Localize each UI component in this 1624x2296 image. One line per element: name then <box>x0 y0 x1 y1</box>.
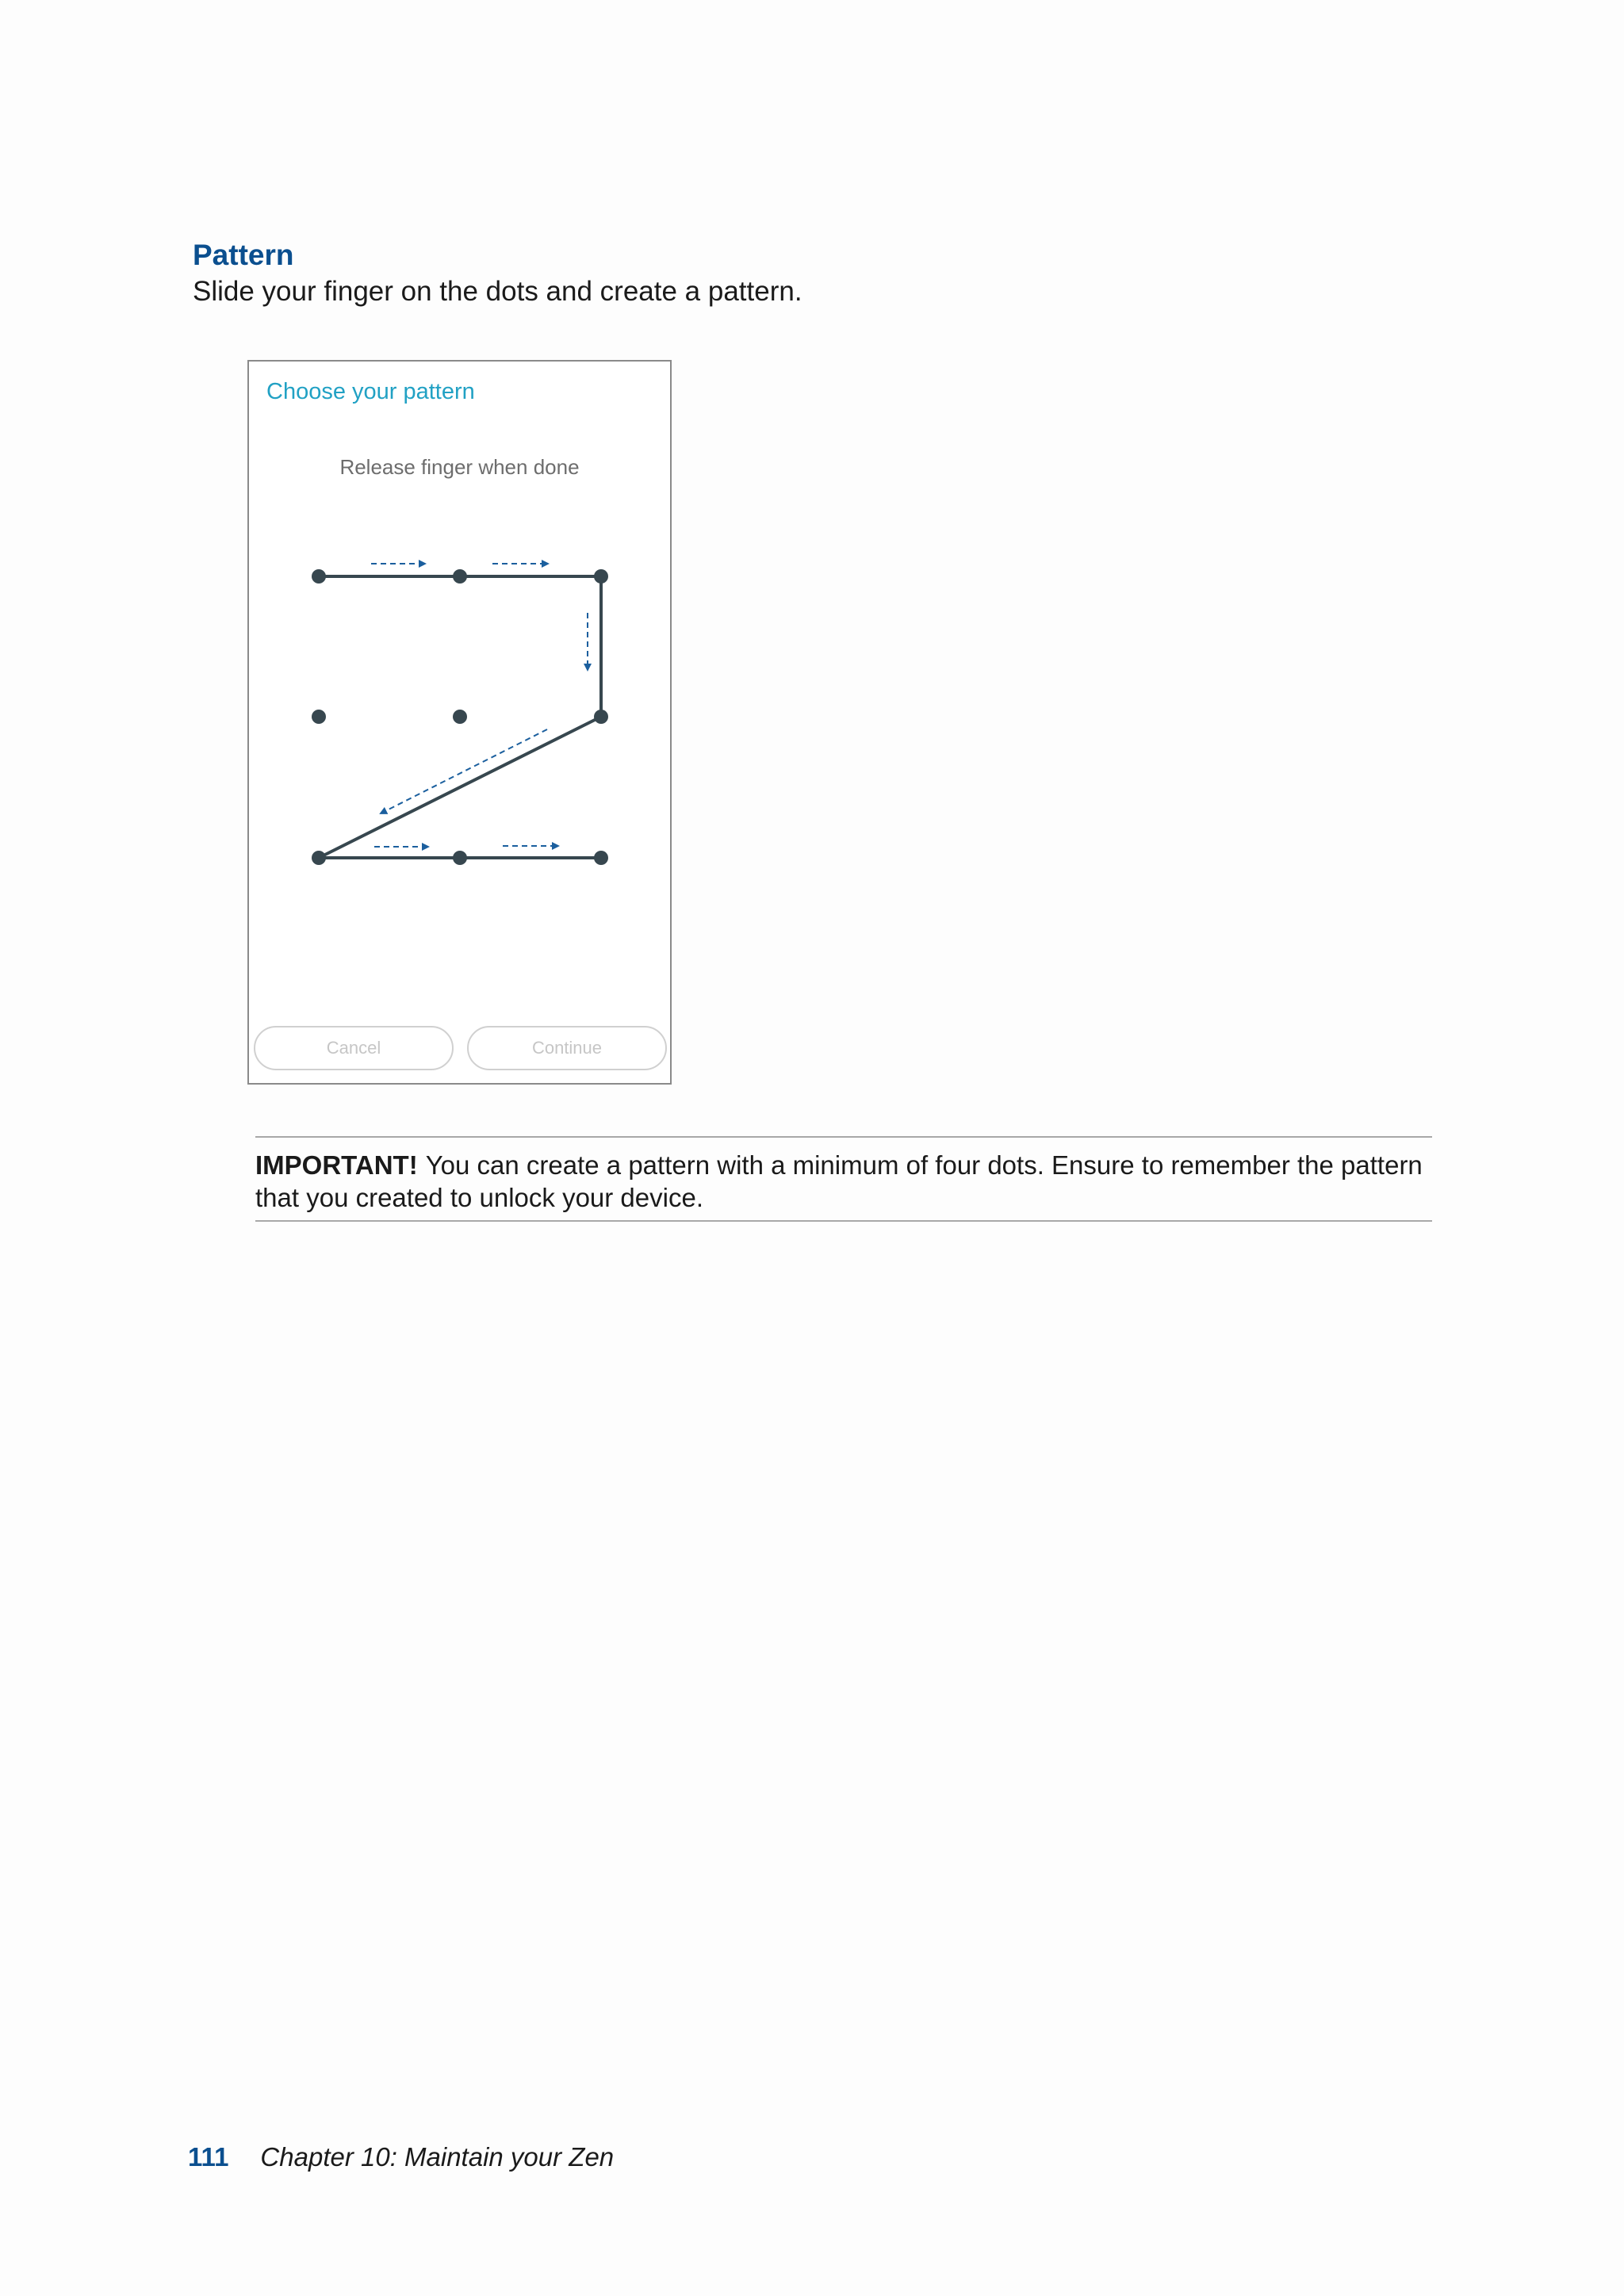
chapter-title: Chapter 10: Maintain your Zen <box>260 2142 615 2172</box>
pattern-dot-3[interactable] <box>594 569 608 584</box>
page-number: 111 <box>188 2142 229 2172</box>
screen-title: Choose your pattern <box>266 379 475 404</box>
screen-hint: Release finger when done <box>339 455 580 479</box>
cancel-button[interactable]: Cancel <box>254 1026 454 1070</box>
continue-button[interactable]: Continue <box>467 1026 667 1070</box>
arrow-diagonal <box>381 729 547 813</box>
page-footer <box>188 2142 614 2172</box>
important-note <box>255 1136 1432 1222</box>
pattern-grid[interactable] <box>249 362 670 1083</box>
pattern-screen-screenshot <box>247 360 672 1085</box>
section-description: Slide your finger on the dots and create a pattern. <box>193 276 802 307</box>
pattern-dot-6[interactable] <box>594 710 608 724</box>
pattern-dot-1[interactable] <box>312 569 326 584</box>
pattern-dot-9[interactable] <box>594 851 608 865</box>
pattern-dot-5[interactable] <box>453 710 467 724</box>
important-body: You can create a pattern with a minimum of four dots. Ensure to remember the pattern that you created to unlock your device. <box>255 1150 1423 1212</box>
pattern-dot-4[interactable] <box>312 710 326 724</box>
section-title: Pattern <box>193 239 294 271</box>
important-note-text <box>255 1149 1432 1214</box>
pattern-dot-7[interactable] <box>312 851 326 865</box>
important-label: IMPORTANT! <box>255 1150 418 1180</box>
pattern-dot-2[interactable] <box>453 569 467 584</box>
pattern-dot-8[interactable] <box>453 851 467 865</box>
